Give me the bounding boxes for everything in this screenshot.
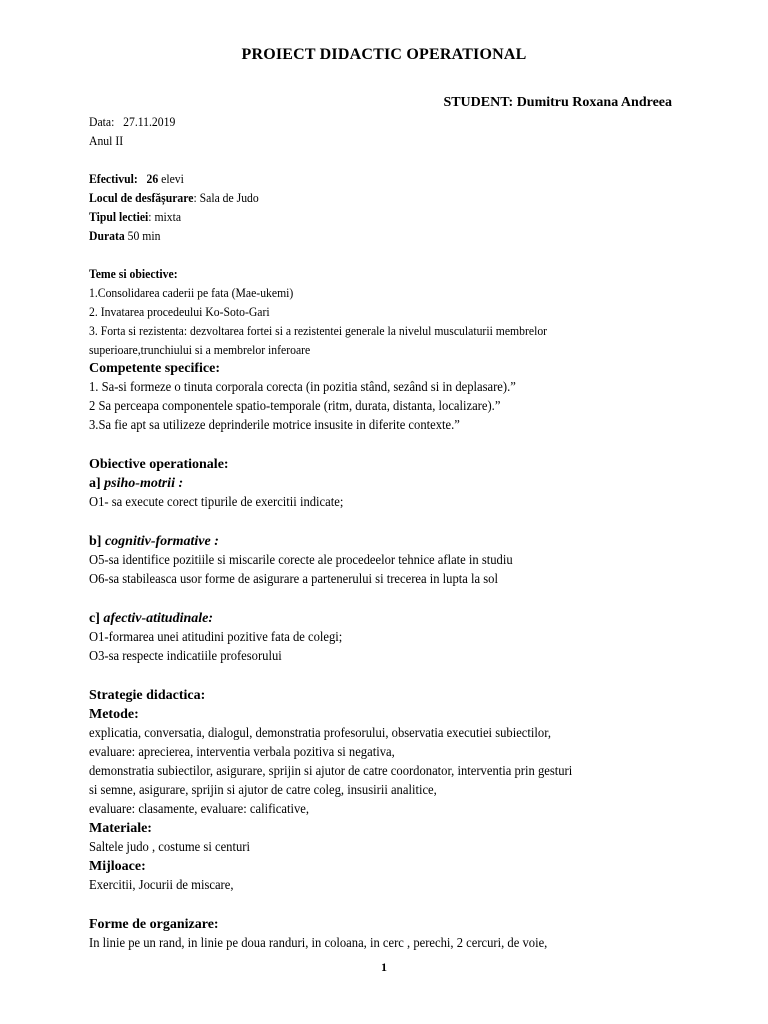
obiective-b-heading: b] cognitiv-formative : xyxy=(89,534,219,549)
teme-item: superioare,trunchiului si a membrelor inferoare xyxy=(89,342,311,357)
competente-item: 2 Sa perceapa componentele spatio-temporale (ritm, durata, distanta, localizare).” xyxy=(89,399,501,414)
teme-item: 1.Consolidarea caderii pe fata (Mae-ukemi) xyxy=(89,285,294,300)
obiective-c-item: O1-formarea unei atitudini pozitive fata de colegi; xyxy=(89,630,343,645)
teme-item: 2. Invatarea procedeului Ko-Soto-Gari xyxy=(89,304,270,319)
obiective-c-heading: c] afectiv-atitudinale: xyxy=(89,611,214,626)
strategie-heading: Strategie didactica: xyxy=(89,688,206,703)
metode-line: demonstratia subiectilor, asigurare, sprijin si ajutor de catre coordonator, interventia prin gesturi xyxy=(89,764,573,779)
competente-item: 1. Sa-si formeze o tinuta corporala corecta (in pozitia stând, sezând si in deplasare).” xyxy=(89,380,516,395)
metode-line: explicatia, conversatia, dialogul, demonstratia profesorului, observatia executiei subiectilor, xyxy=(89,726,552,741)
page-number: 1 xyxy=(381,960,387,974)
metode-line: evaluare: aprecierea, interventia verbala pozitiva si negativa, xyxy=(89,745,395,760)
materiale-value: Saltele judo , costume si centuri xyxy=(89,840,250,855)
year-line: Anul II xyxy=(89,133,124,148)
document-body xyxy=(89,112,689,953)
forme-heading: Forme de organizare: xyxy=(89,917,219,932)
obiective-c-item: O3-sa respecte indicatiile profesorului xyxy=(89,649,282,664)
teme-heading: Teme si obiective: xyxy=(89,266,178,281)
date-line: Data: 27.11.2019 xyxy=(89,114,176,129)
metode-line: evaluare: clasamente, evaluare: calificative, xyxy=(89,802,310,817)
obiective-b-item: O5-sa identifice pozitiile si miscarile corecte ale procedeelor tehnice aflate in studiu xyxy=(89,553,513,568)
forme-value: In linie pe un rand, in linie pe doua randuri, in coloana, in cerc , perechi, 2 cercuri, de voie, xyxy=(89,936,548,951)
student-name: STUDENT: Dumitru Roxana Andreea xyxy=(443,95,672,110)
locul-line: Locul de desfășurare: Sala de Judo xyxy=(89,190,259,205)
mijloace-value: Exercitii, Jocurii de miscare, xyxy=(89,878,234,893)
obiective-a-item: O1- sa execute corect tipurile de exercitii indicate; xyxy=(89,495,344,510)
metode-heading: Metode: xyxy=(89,707,139,722)
competente-heading: Competente specifice: xyxy=(89,361,221,376)
tipul-line: Tipul lectiei: mixta xyxy=(89,209,182,224)
mijloace-heading: Mijloace: xyxy=(89,859,146,874)
obiective-heading: Obiective operationale: xyxy=(89,457,229,472)
durata-line: Durata 50 min xyxy=(89,228,161,243)
competente-item: 3.Sa fie apt sa utilizeze deprinderile motrice insusite in diferite contexte.” xyxy=(89,418,460,433)
obiective-a-heading: a] psiho-motrii : xyxy=(89,476,184,491)
efectivul-line: Efectivul: 26 elevi xyxy=(89,171,184,186)
obiective-b-item: O6-sa stabileasca usor forme de asigurare a partenerului si trecerea in lupta la sol xyxy=(89,572,498,587)
teme-item: 3. Forta si rezistenta: dezvoltarea fortei si a rezistentei generale la nivelul musculaturii membrelor xyxy=(89,323,548,338)
document-title: PROIECT DIDACTIC OPERATIONAL xyxy=(241,46,527,63)
metode-line: si semne, asigurare, sprijin si ajutor de catre coleg, insusirii analitice, xyxy=(89,783,437,798)
materiale-heading: Materiale: xyxy=(89,821,152,836)
